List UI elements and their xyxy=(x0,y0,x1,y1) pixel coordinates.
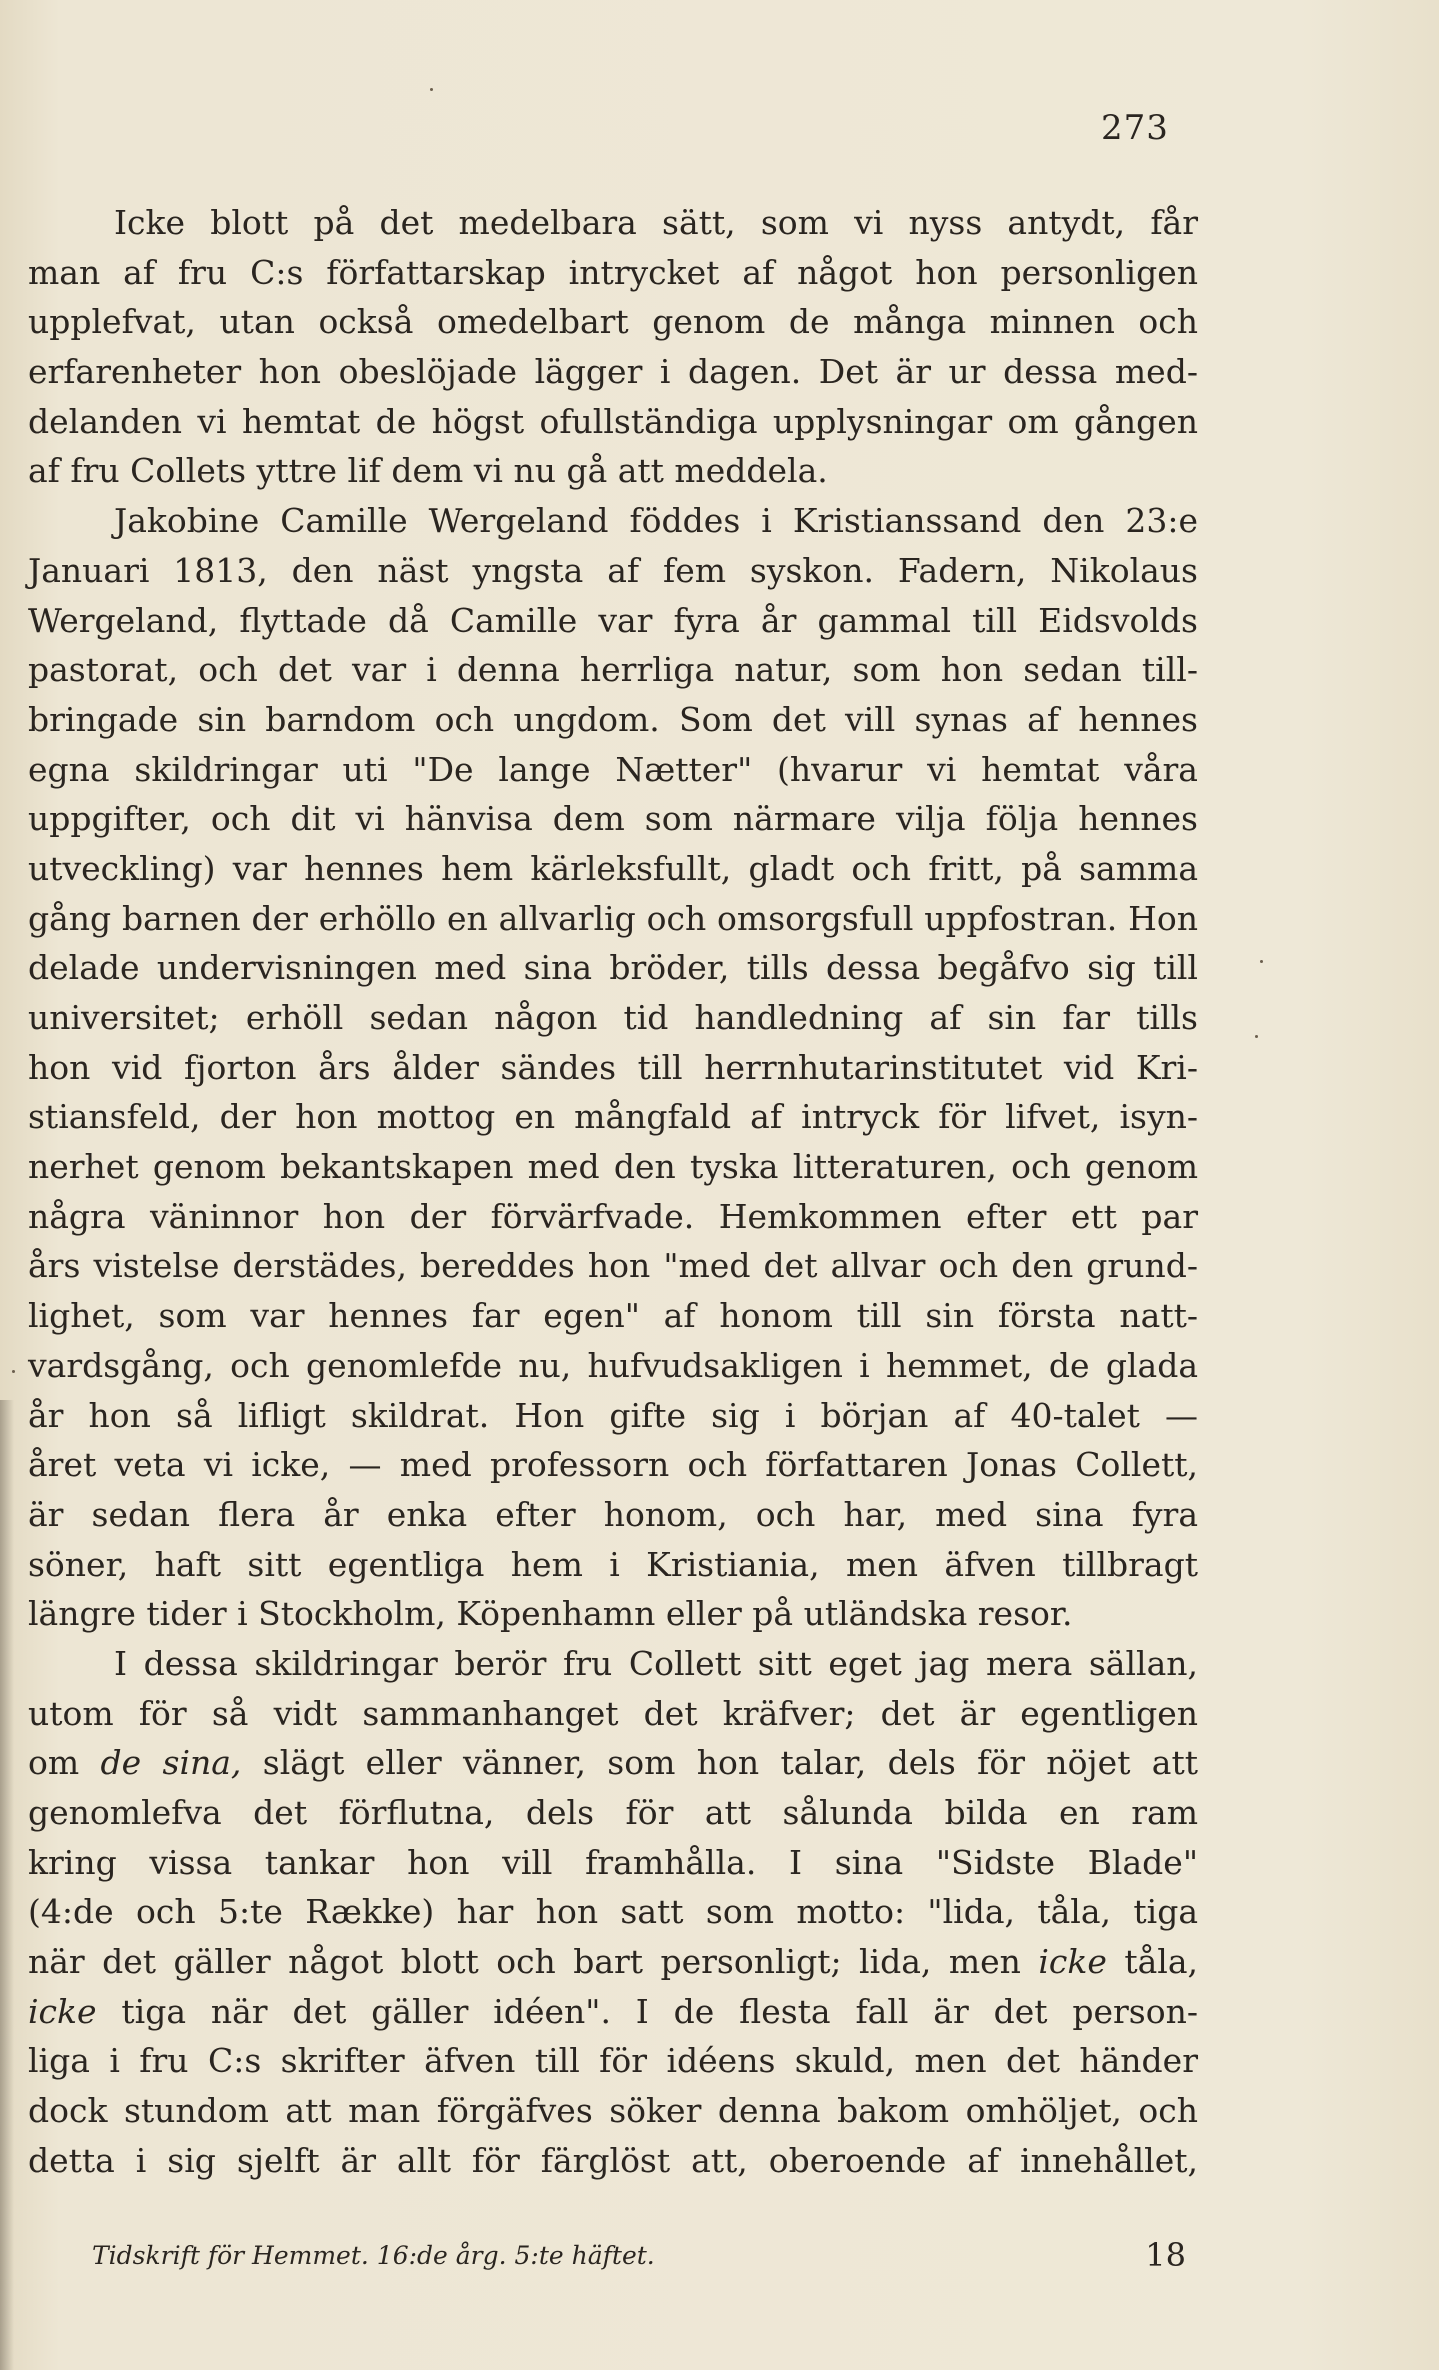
text-line xyxy=(28,446,1198,496)
text-segment: gång barnen der erhöllo en allvarlig och omsorgsfull uppfostran. Hon xyxy=(28,898,1198,938)
text-segment: delanden vi hemtat de högst ofullständiga upplysningar om gången xyxy=(28,401,1198,441)
text-segment: universitet; erhöll sedan någon tid handledning af sin far tills xyxy=(28,998,1198,1037)
italic-text: icke xyxy=(1038,1942,1107,1982)
text-line xyxy=(28,1241,1198,1291)
text-line xyxy=(28,198,1198,248)
text-segment: af fru Collets yttre lif dem vi nu gå att meddela. xyxy=(28,451,828,491)
text-segment: uppgifter, och dit vi hänvisa dem som närmare vilja följa hennes xyxy=(28,799,1198,839)
text-segment: söner, haft sitt egentliga hem i Kristiania, men äfven tillbragt xyxy=(28,1544,1198,1584)
text-line xyxy=(28,2086,1198,2136)
body-text xyxy=(28,198,1198,2186)
text-line xyxy=(28,943,1198,993)
text-segment: egna skildringar uti "De lange Nætter" (hvarur vi hemtat våra xyxy=(28,749,1198,789)
text-segment: liga i fru C:s skrifter äfven till för idéens skuld, men det händer xyxy=(28,2041,1198,2081)
signature-mark: 18 xyxy=(1145,2236,1186,2274)
text-segment: års vistelse derstädes, bereddes hon "med det allvar och den grund- xyxy=(28,1246,1198,1286)
page-footer xyxy=(92,2235,1192,2275)
text-line xyxy=(28,894,1198,944)
text-segment: några väninnor hon der förvärfvade. Hemkommen efter ett par xyxy=(28,1196,1198,1236)
text-segment: utveckling) var hennes hem kärleksfullt, gladt och fritt, på samma xyxy=(28,848,1198,888)
text-line xyxy=(28,1490,1198,1540)
text-line xyxy=(28,1043,1198,1093)
text-segment: (4:de och 5:te Række) har hon satt som motto: "lida, tåla, tiga xyxy=(28,1892,1198,1932)
text-line xyxy=(28,1092,1198,1142)
text-line xyxy=(28,1440,1198,1490)
text-segment: utom för så vidt sammanhanget det kräfver; det är egentligen xyxy=(28,1693,1198,1733)
text-segment: detta i sig sjelft är allt för färglöst att, oberoende af innehållet, xyxy=(28,2140,1198,2180)
text-line xyxy=(28,1937,1198,1987)
text-segment: Icke blott på det medelbara sätt, som vi nyss antydt, får xyxy=(114,203,1198,242)
text-segment: slägt eller vänner, som hon talar, dels för nöjet att xyxy=(241,1743,1198,1783)
text-segment: Jakobine Camille Wergeland föddes i Kristianssand den 23:e xyxy=(114,501,1198,541)
text-line xyxy=(28,1738,1198,1788)
text-segment: tåla, xyxy=(1106,1942,1199,1982)
text-line xyxy=(28,496,1198,546)
text-segment: tiga när det gäller idéen". I de flesta fall är det person- xyxy=(96,1991,1198,2031)
text-segment: när det gäller något blott och bart personligt; lida, men xyxy=(28,1942,1039,1982)
text-segment: nerhet genom bekantskapen med den tyska litteraturen, och genom xyxy=(28,1147,1198,1187)
text-segment: delade undervisningen med sina bröder, tills dessa begåfvo sig till xyxy=(28,948,1198,988)
text-line xyxy=(28,248,1198,298)
text-line xyxy=(28,1589,1198,1639)
text-segment: kring vissa tankar hon vill framhålla. I sina "Sidste Blade" xyxy=(28,1842,1198,1882)
text-segment: året veta vi icke, — med professorn och författaren Jonas Collett, xyxy=(28,1445,1198,1485)
text-line xyxy=(28,993,1198,1043)
text-line xyxy=(28,1192,1198,1242)
text-line xyxy=(28,1639,1198,1689)
text-line xyxy=(28,1540,1198,1590)
page-number: 273 xyxy=(1101,108,1169,148)
italic-text: de sina, xyxy=(100,1743,242,1783)
text-segment: Januari 1813, den näst yngsta af fem syskon. Fadern, Nikolaus xyxy=(28,550,1198,590)
text-line xyxy=(28,844,1198,894)
text-segment: längre tider i Stockholm, Köpenhamn eller på utländska resor. xyxy=(28,1594,1073,1634)
paper-speck xyxy=(430,88,433,91)
text-segment: lighet, som var hennes far egen" af honom till sin första natt- xyxy=(28,1296,1198,1336)
text-line xyxy=(28,1689,1198,1739)
text-segment: år hon så lifligt skildrat. Hon gifte sig i början af 40-talet — xyxy=(28,1395,1198,1435)
text-segment: man af fru C:s författarskap intrycket af något hon personligen xyxy=(28,252,1198,292)
text-line xyxy=(28,794,1198,844)
text-segment: genomlefva det förflutna, dels för att sålunda bilda en ram xyxy=(28,1793,1198,1832)
text-line xyxy=(28,2136,1198,2186)
text-line xyxy=(28,347,1198,397)
paper-speck xyxy=(12,1370,15,1373)
text-line xyxy=(28,645,1198,695)
italic-text: icke xyxy=(28,1991,97,2031)
paper-speck xyxy=(1260,960,1263,963)
text-line xyxy=(28,1788,1198,1838)
text-segment: är sedan flera år enka efter honom, och har, med sina fyra xyxy=(28,1494,1198,1534)
text-line xyxy=(28,1987,1198,2037)
text-segment: upplefvat, utan också omedelbart genom de många minnen och xyxy=(28,302,1198,342)
text-line xyxy=(28,695,1198,745)
text-line xyxy=(28,1291,1198,1341)
text-line xyxy=(28,1142,1198,1192)
binding-shadow xyxy=(0,1400,14,2370)
text-line xyxy=(28,397,1198,447)
text-line xyxy=(28,546,1198,596)
text-line xyxy=(28,1391,1198,1441)
text-line xyxy=(28,745,1198,795)
text-segment: erfarenheter hon obeslöjade lägger i dagen. Det är ur dessa med- xyxy=(28,352,1198,392)
text-segment: pastorat, och det var i denna herrliga natur, som hon sedan till- xyxy=(28,650,1198,690)
text-segment: Wergeland, flyttade då Camille var fyra år gammal till Eidsvolds xyxy=(28,600,1198,640)
text-segment: om xyxy=(28,1743,101,1783)
text-line xyxy=(28,596,1198,646)
text-line xyxy=(28,1341,1198,1391)
text-segment: dock stundom att man förgäfves söker denna bakom omhöljet, och xyxy=(28,2091,1198,2131)
text-line xyxy=(28,297,1198,347)
journal-citation: Tidskrift för Hemmet. 16:de årg. 5:te häftet. xyxy=(92,2240,655,2270)
text-line xyxy=(28,1887,1198,1937)
text-segment: hon vid fjorton års ålder sändes till herrnhutarinstitutet vid Kri- xyxy=(28,1047,1198,1087)
text-line xyxy=(28,1838,1198,1888)
text-segment: vardsgång, och genomlefde nu, hufvudsakligen i hemmet, de glada xyxy=(28,1345,1198,1385)
text-segment: stiansfeld, der hon mottog en mångfald af intryck för lifvet, isyn- xyxy=(28,1097,1198,1137)
text-segment: I dessa skildringar berör fru Collett sitt eget jag mera sällan, xyxy=(114,1643,1198,1683)
text-segment: bringade sin barndom och ungdom. Som det vill synas af hennes xyxy=(28,699,1198,739)
text-line xyxy=(28,2036,1198,2086)
paper-speck xyxy=(1255,1035,1258,1038)
